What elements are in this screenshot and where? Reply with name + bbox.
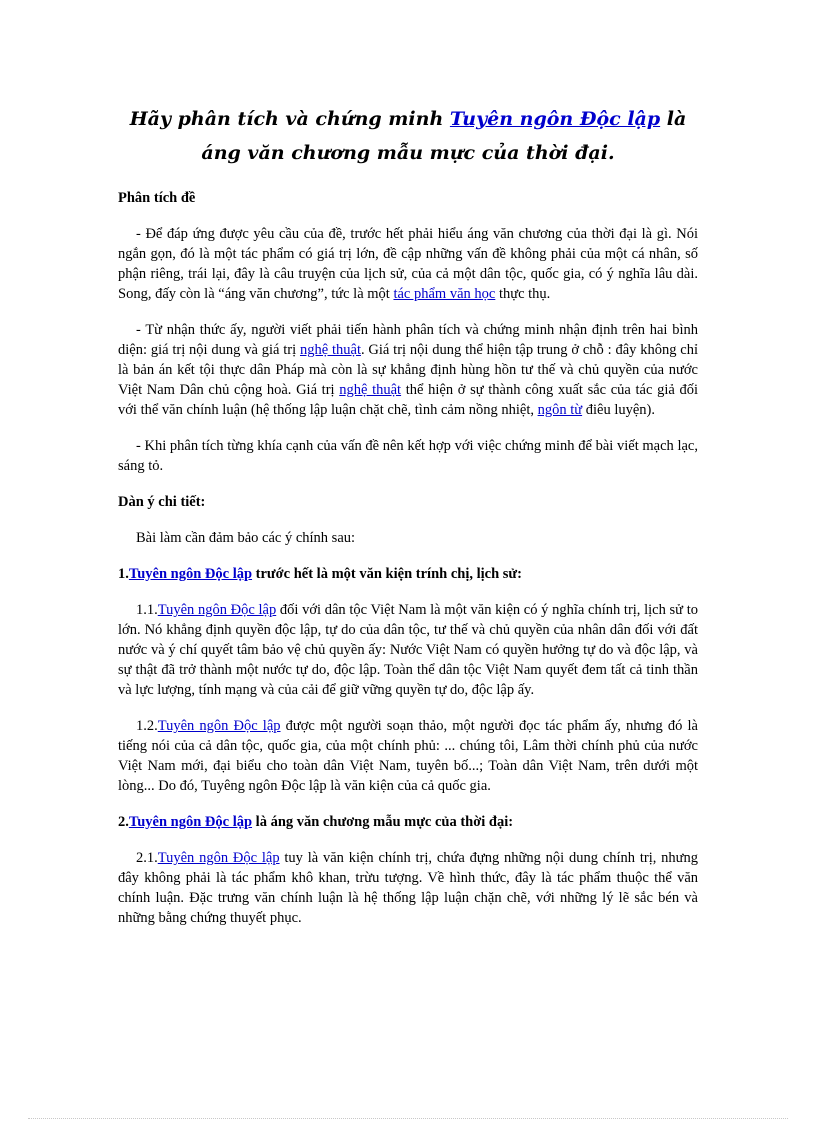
link-nghe-thuat-2[interactable]: nghệ thuật [339,382,402,398]
p11-link[interactable]: Tuyên ngôn Độc lập [157,602,277,618]
p2-text-4: điêu luyện). [582,402,655,418]
p12-number: 1.2. [136,718,158,734]
link-nghe-thuat-1[interactable]: nghệ thuật [299,342,361,358]
section-1-2-paragraph [118,716,698,796]
section-1-number: 1. [118,566,129,582]
section-2-number: 2. [118,814,129,830]
p2-text-3: thể hiện ở sự thành công xuất sắc của tác giả đối với thể văn chính luận (hệ thống lập luận chặt chẽ, tình cảm nồng nhiệt, [118,382,698,418]
p12-text: được một người soạn thảo, một người đọc tác phẩm ấy, nhưng đó là tiếng nói của cả dân tộc, quốc gia, của một chính phủ: ... chúng tôi, Lâm thời chính phủ của nước Việt Nam mới, đại biểu cho toàn dân Việt Nam, tuyên bố...; Toàn dân Việt Nam, trên dưới một lòng... Do đó, Tuyêng ngôn Độc lập là văn kiện của cả quốc gia. [118,718,698,794]
link-tac-pham-van-hoc[interactable]: tác phẩm văn học [393,286,496,302]
p11-text: đối với dân tộc Việt Nam là một văn kiện có ý nghĩa chính trị, lịch sử to lớn. Nó khẳng định quyền độc lập, tự do của dân tộc, tư thế và chủ quyền của nhân dân đối với đất nước và ý chí quyết tâm bảo vệ chủ quyền ấy: Nước Việt Nam có quyền hưởng tự do và độc lập, và sự thật đã trở thành một nước tự do, độc lập. Toàn thể dân tộc Việt Nam quyết đem tất cả tinh thần và lực lượng, tính mạng và của cải để giữ vững quyền tự do, độc lập ấy. [118,602,699,698]
p21-number: 2.1. [136,850,158,866]
section-2-1-paragraph [118,848,698,928]
analysis-paragraph-2 [118,320,698,420]
p21-text: tuy là văn kiện chính trị, chứa đựng những nội dung chính trị, nhưng đây không phải là tác phẩm khô khan, trừu tượng. Về hình thức, đây là tác phẩm thuộc thể văn chính luận. Đặc trưng văn chính luận là hệ thống lập luận chặn chẽ, với những lý lẽ sắc bén và những bằng chứng thuyết phục. [118,850,699,926]
section-1-rest: trước hết là một văn kiện trính chị, lịch sử: [252,566,522,582]
title-link-tuyen-ngon[interactable]: Tuyên ngôn Độc lập [449,108,661,130]
analysis-paragraph-1 [118,224,698,304]
outline-heading: Dàn ý chi tiết: [118,494,206,510]
p11-number: 1.1. [136,602,158,618]
p2-text-1: - Từ nhận thức ấy, người viết phải tiến hành phân tích và chứng minh nhận định trên hai bình diện: giá trị nội dung và giá trị [118,322,698,358]
page-bottom-divider [28,1118,788,1119]
p1-text-end: thực thụ. [495,286,551,302]
document-page [118,102,698,942]
page-title [118,102,698,170]
p1-text: - Để đáp ứng được yêu cầu của đề, trước hết phải hiểu áng văn chương của thời đại là gì. Nói ngắn gọn, đó là một tác phẩm có giá trị lớn, đề cập những vấn đề không phải của một cá nhân, số phận riêng, trái lại, đây là câu truyện của lịch sử, của cả một dân tộc, quốc gia, có ý nghĩa lâu dài. Song, đấy còn là “áng văn chương”, tức là một [118,226,698,302]
analysis-paragraph-3: - Khi phân tích từng khía cạnh của vấn đề nên kết hợp với việc chứng minh để bài viết mạch lạc, sáng tỏ. [118,438,698,474]
section-2-rest: là áng văn chương mẫu mực của thời đại: [252,814,514,830]
title-after: là áng văn chương mẫu mực của thời đại. [201,108,687,164]
section-1-heading [118,564,698,584]
outline-intro: Bài làm cần đảm bảo các ý chính sau: [136,530,356,546]
link-ngon-tu[interactable]: ngôn từ [537,402,583,418]
p12-link[interactable]: Tuyên ngôn Độc lập [157,718,281,734]
section-1-link[interactable]: Tuyên ngôn Độc lập [128,566,253,582]
p2-text-2: . Giá trị nội dung thể hiện tập trung ở chỗ : đây không chỉ là bản án kết tội thực dân Pháp mà còn là sự khẳng định hùng hồn tư thế và chủ quyền của nước Việt Nam Dân chủ cộng hoà. Giá trị [118,342,698,398]
section-1-1-paragraph [118,600,698,700]
section-2-heading [118,812,698,832]
p21-link[interactable]: Tuyên ngôn Độc lập [157,850,280,866]
title-before: Hãy phân tích và chứng minh [129,108,450,130]
analysis-heading: Phân tích đề [118,190,196,206]
section-2-link[interactable]: Tuyên ngôn Độc lập [128,814,253,830]
